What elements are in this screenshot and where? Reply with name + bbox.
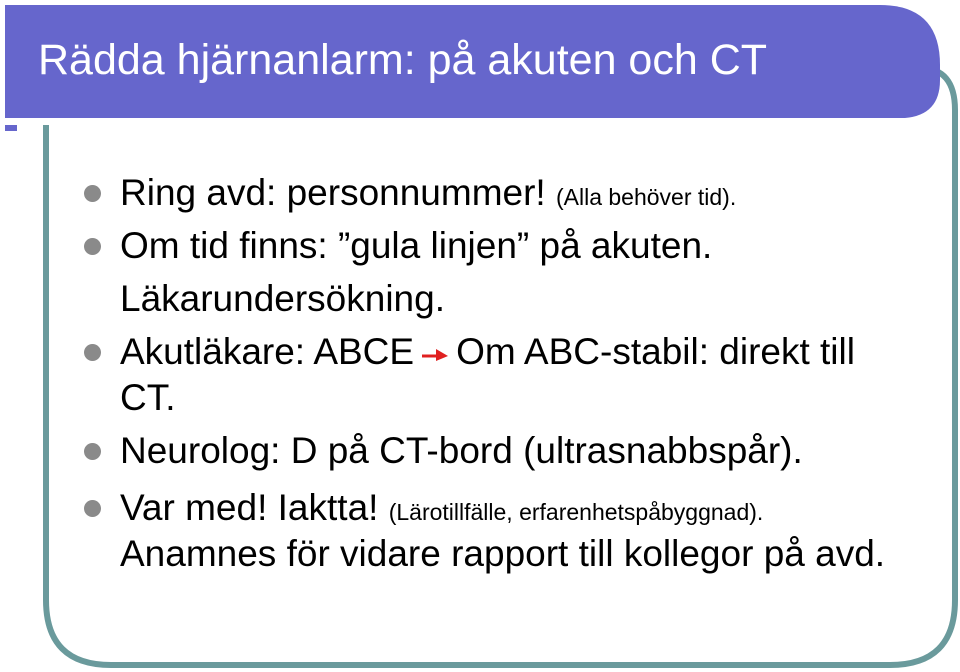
bullet-5-note: (Lärotillfälle, erfarenhetspåbyggnad). xyxy=(388,499,764,525)
right-arrow-icon xyxy=(420,344,450,364)
bullet-3-line-1 xyxy=(120,325,855,378)
bullet-2-line-1: Om tid finns: ”gula linjen” på akuten. xyxy=(120,225,713,266)
bullet-icon xyxy=(84,443,101,460)
bullet-3-before-arrow: Akutläkare: ABCE xyxy=(120,331,415,372)
slide-title: Rädda hjärnanlarm: på akuten och CT xyxy=(38,36,768,84)
bullet-icon xyxy=(84,344,101,361)
bullet-icon xyxy=(84,500,101,517)
bullet-3-after-arrow: Om ABC-stabil: direkt till xyxy=(456,331,855,372)
bullet-5-line-2: Anamnes för vidare rapport till kollegor på avd. xyxy=(120,533,886,574)
bullet-icon xyxy=(84,238,101,255)
bullet-1-text: Ring avd: personnummer! xyxy=(120,172,556,213)
bullet-2-line-2: Läkarundersökning. xyxy=(120,278,445,319)
bullet-1-note: (Alla behöver tid). xyxy=(555,184,737,210)
bullet-1 xyxy=(120,166,736,224)
bullet-icon xyxy=(84,185,101,202)
bullet-4: Neurolog: D på CT-bord (ultrasnabbspår). xyxy=(120,430,803,471)
bullet-3-line-2: CT. xyxy=(120,377,176,418)
bullet-5-text: Var med! Iaktta! xyxy=(120,487,389,528)
